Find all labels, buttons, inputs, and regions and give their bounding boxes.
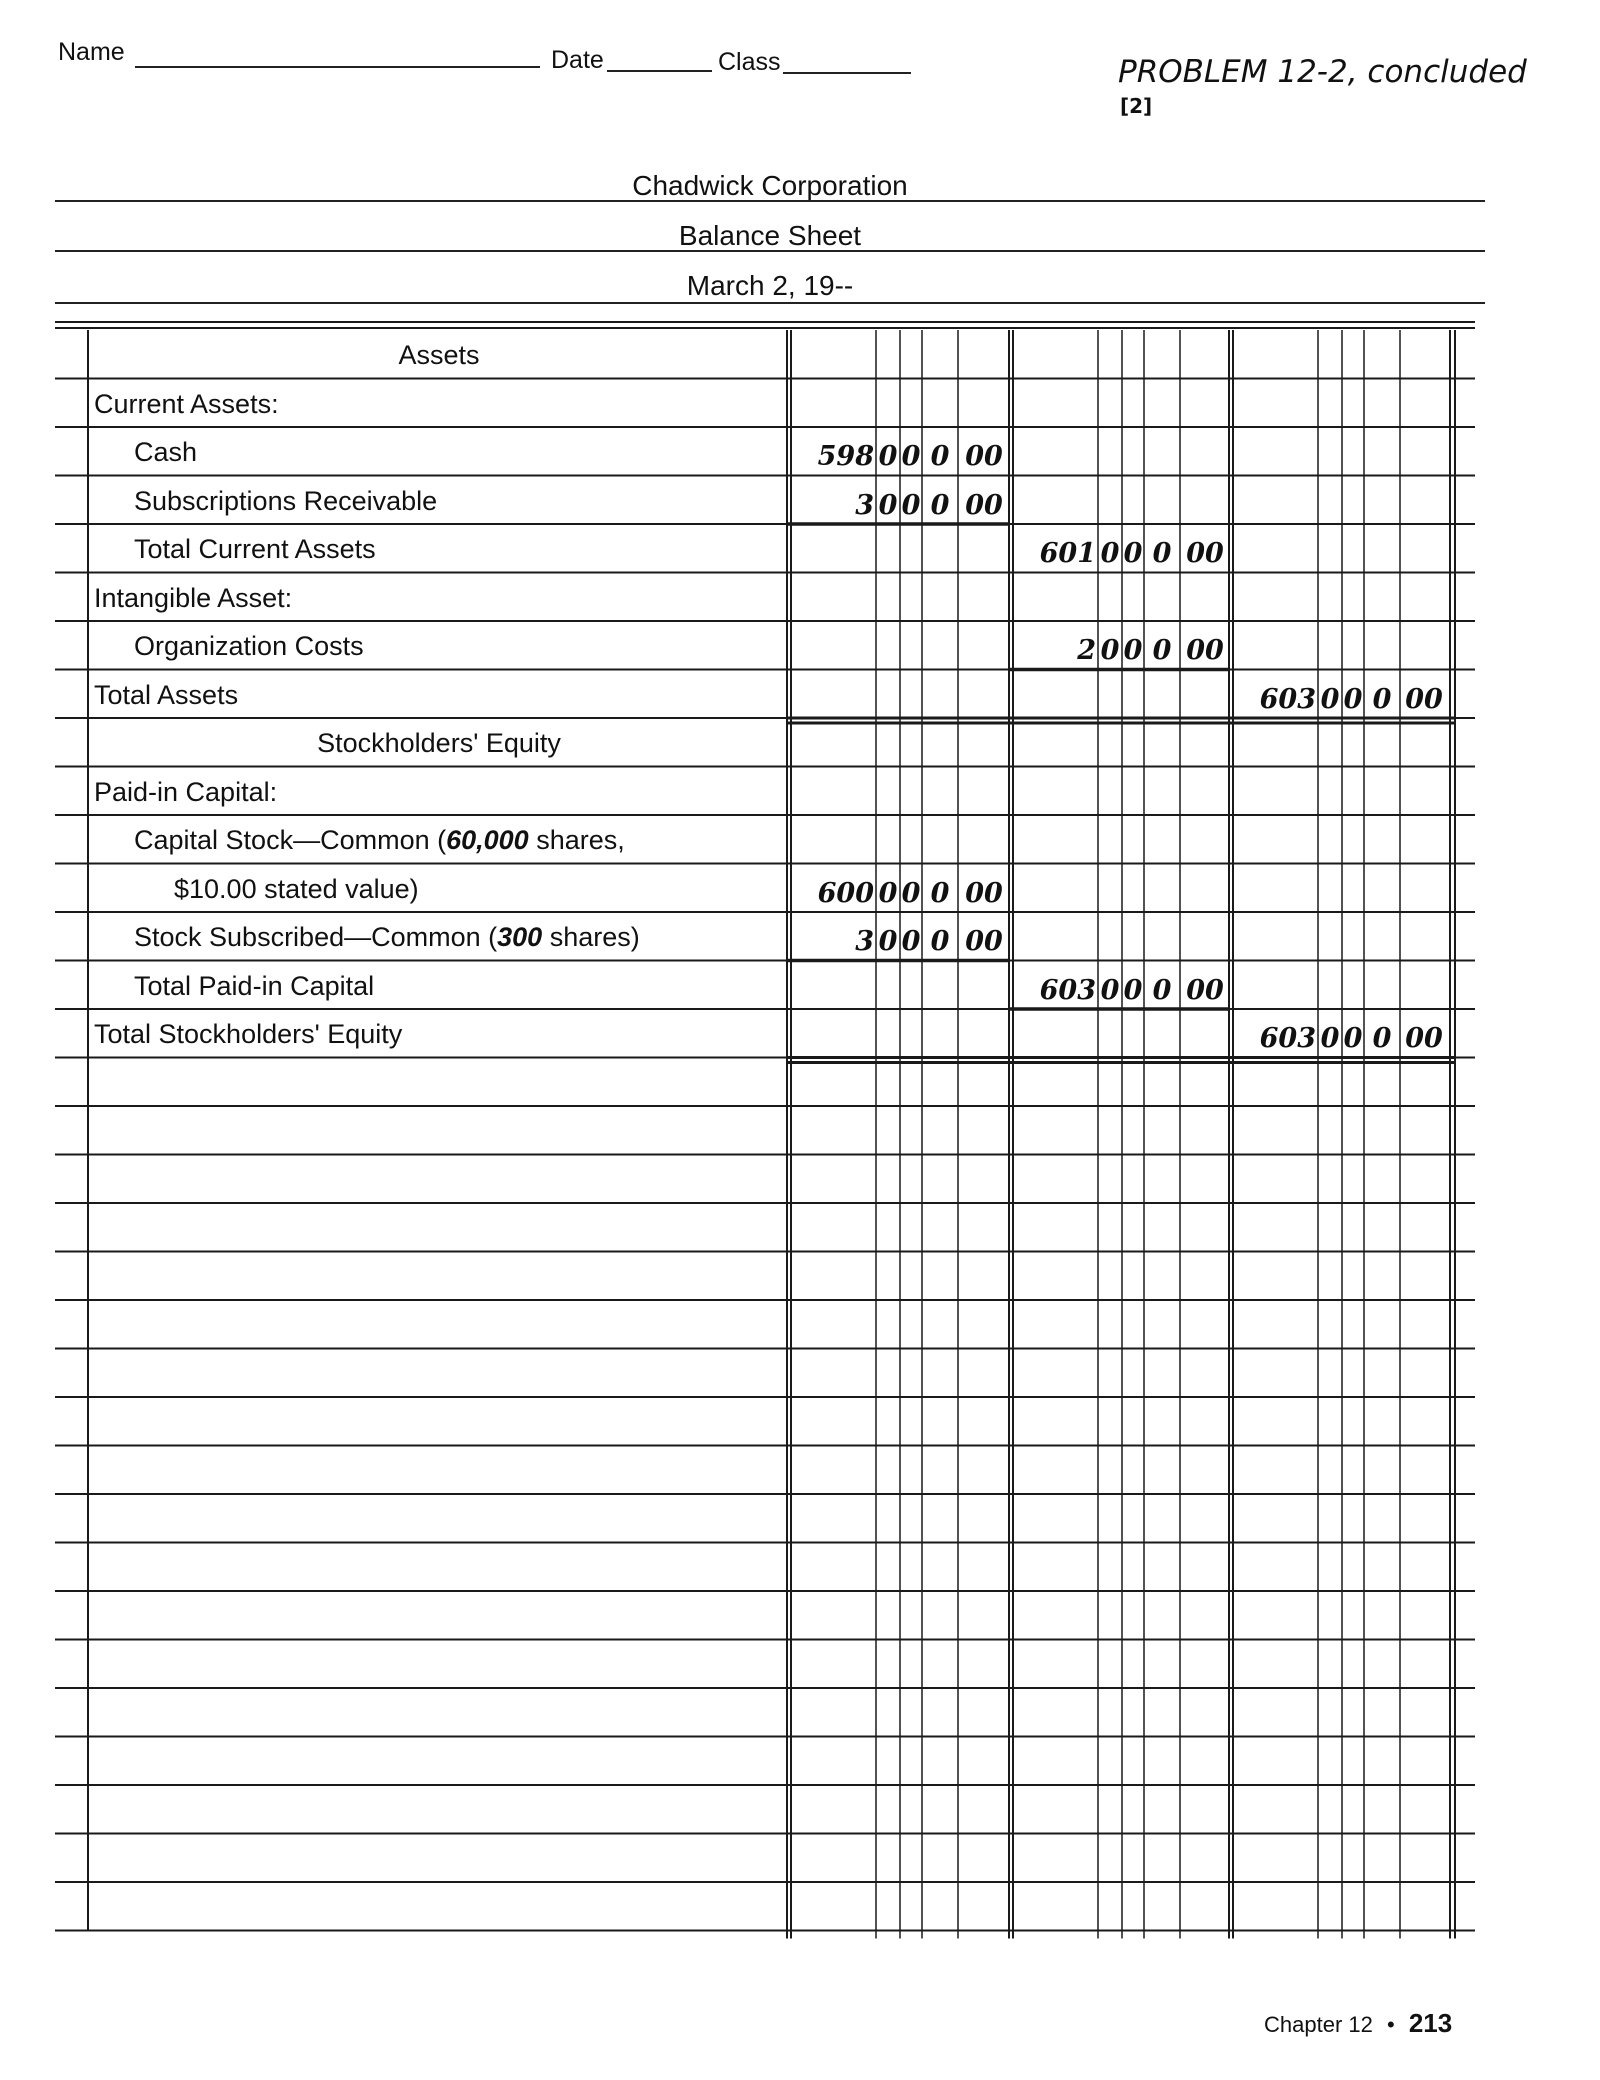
amount-digit: 0 — [1320, 1023, 1340, 1054]
amount-digit: 601 — [1039, 538, 1096, 569]
amount-digit: 2 — [1077, 635, 1096, 666]
row-label: Subscriptions Receivable — [134, 485, 438, 516]
row-label: Total Assets — [94, 679, 239, 710]
statement-date: March 2, 19-- — [686, 270, 854, 301]
row-label-part: 300 — [497, 922, 543, 952]
row-label: Total Stockholders' Equity — [94, 1019, 403, 1049]
amount-digit: 00 — [1186, 635, 1224, 666]
row-label: Total Paid-in Capital — [134, 970, 375, 1001]
amount-digit: 0 — [930, 926, 950, 957]
amount-digit: 603 — [1259, 1023, 1316, 1054]
amount-digit: 0 — [1123, 635, 1143, 666]
amount — [1232, 684, 1448, 715]
amount-digit: 0 — [1343, 1023, 1363, 1054]
amount-digit: 0 — [1123, 974, 1143, 1006]
amount-digit: 0 — [1343, 683, 1363, 715]
amount-digit: 0 — [1152, 538, 1172, 569]
amount — [790, 490, 1010, 521]
amount-digit: 0 — [901, 489, 921, 521]
amount-digit: 00 — [1405, 683, 1443, 715]
amount-digit: 0 — [1100, 635, 1120, 666]
page-number: 213 — [1408, 2008, 1453, 2038]
row-label: Paid-in Capital: — [94, 776, 278, 807]
amount-digit: 0 — [878, 926, 898, 957]
amount-digit: 0 — [1100, 974, 1120, 1006]
name-label: Name — [58, 38, 125, 66]
statement-title: Balance Sheet — [678, 220, 862, 251]
row-label-part: Capital Stock—Common ( — [134, 825, 447, 855]
company-name: Chadwick Corporation — [632, 170, 908, 201]
row-label: $10.00 stated value) — [174, 873, 419, 904]
problem-part: [2] — [1120, 94, 1153, 118]
row-label: Stockholders' Equity — [317, 728, 561, 758]
amount-digit: 0 — [878, 489, 898, 521]
amount — [1012, 635, 1230, 666]
amount-digit: 0 — [1320, 683, 1340, 715]
chapter-label: Chapter 12 — [1264, 2012, 1373, 2037]
amount-digit: 600 — [817, 877, 874, 909]
amount-digit: 603 — [1259, 683, 1316, 715]
amount-digit: 0 — [878, 877, 898, 909]
row-label-part: 60,000 — [446, 825, 529, 855]
amount-digit: 0 — [930, 489, 950, 521]
row-label: Assets — [398, 340, 480, 370]
amount-digit: 00 — [965, 441, 1003, 472]
amount-digit: 00 — [965, 926, 1003, 957]
date-label: Date — [551, 46, 604, 74]
amount-digit: 0 — [901, 877, 921, 909]
row-label: Current Assets: — [94, 388, 279, 419]
amount-digit: 0 — [1123, 538, 1143, 569]
amount — [1012, 538, 1230, 569]
amount-digit: 0 — [1372, 683, 1392, 715]
row-label — [134, 825, 625, 856]
row-label: Organization Costs — [134, 631, 364, 661]
amount-digit: 0 — [1152, 974, 1172, 1006]
amount-digit: 3 — [855, 926, 874, 957]
class-label: Class — [718, 48, 781, 76]
row-label — [134, 922, 640, 953]
row-label-part: shares) — [542, 922, 640, 952]
bullet-glyph: • — [1386, 2012, 1395, 2037]
row-label: Total Current Assets — [134, 534, 376, 564]
amount — [1012, 975, 1230, 1006]
amount-digit: 598 — [817, 441, 874, 472]
amount-digit: 0 — [878, 441, 898, 472]
row-label: Intangible Asset: — [94, 582, 293, 613]
amount-digit: 00 — [1186, 538, 1224, 569]
page-footer — [1264, 2008, 1452, 2039]
amount-digit: 0 — [1372, 1023, 1392, 1054]
amount-digit: 00 — [1186, 974, 1224, 1006]
amount-digit: 0 — [930, 877, 950, 909]
problem-title: PROBLEM 12-2, concluded — [1118, 54, 1527, 90]
amount — [1232, 1023, 1448, 1054]
amount — [790, 441, 1010, 472]
amount-digit: 00 — [965, 877, 1003, 909]
amount-digit: 0 — [1152, 635, 1172, 666]
amount — [790, 878, 1010, 909]
row-label-part: shares, — [528, 825, 625, 855]
amount — [790, 926, 1010, 957]
amount-digit: 603 — [1039, 974, 1096, 1006]
amount-digit: 0 — [901, 441, 921, 472]
amount-digit: 3 — [855, 489, 874, 521]
amount-digit: 0 — [901, 926, 921, 957]
amount-digit: 0 — [1100, 538, 1120, 569]
amount-digit: 0 — [930, 441, 950, 472]
amount-digit: 00 — [1405, 1023, 1443, 1054]
row-label: Cash — [134, 437, 198, 467]
amount-digit: 00 — [965, 489, 1003, 521]
row-label-part: Stock Subscribed—Common ( — [134, 922, 498, 952]
